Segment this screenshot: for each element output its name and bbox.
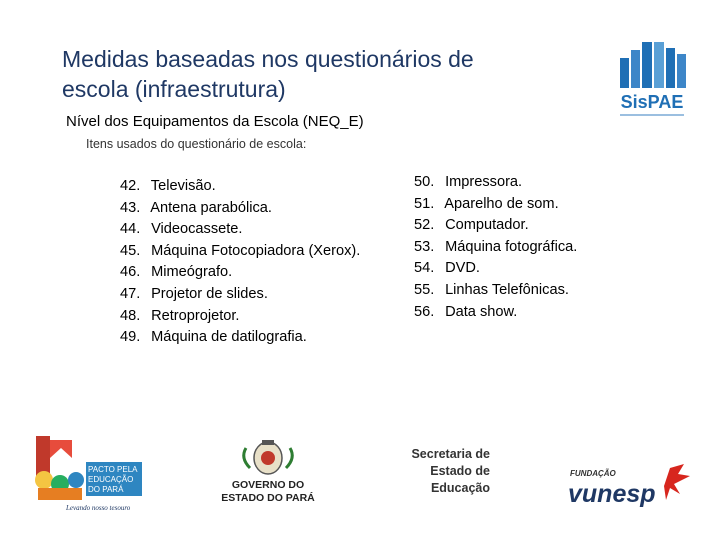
- seduc-line-2: Estado de: [430, 464, 490, 478]
- list-item: [120, 176, 360, 198]
- seduc-line-3: Educação: [430, 481, 490, 495]
- slide-title-line-2: escola (infraestrutura): [62, 76, 286, 102]
- slide-note: Itens usados do questionário de escola:: [86, 137, 307, 151]
- list-item: [120, 219, 360, 241]
- item-text: Antena parabólica.: [150, 199, 272, 216]
- list-item: [120, 306, 360, 328]
- item-text: Mimeógrafo.: [151, 264, 233, 281]
- vunesp-logo: [566, 460, 696, 510]
- item-number: 51.: [414, 195, 435, 212]
- item-text: Máquina de datilografia.: [151, 329, 307, 346]
- vunesp-wordmark: vunesp: [568, 480, 656, 508]
- pacto-line-2: EDUCAÇÃO: [88, 475, 134, 484]
- list-item: [120, 241, 360, 263]
- list-item: [414, 194, 577, 216]
- item-number: 54.: [414, 260, 435, 277]
- item-text: DVD.: [445, 260, 480, 277]
- slide-subtitle: Nível dos Equipamentos da Escola (NEQ_E): [66, 113, 364, 130]
- governo-line-2: ESTADO DO PARÁ: [221, 492, 315, 504]
- item-number: 47.: [120, 285, 141, 302]
- list-item: [120, 198, 360, 220]
- item-text: Televisão.: [150, 178, 216, 194]
- item-number: 48.: [120, 307, 141, 324]
- item-number: 55.: [414, 281, 435, 298]
- item-text: Máquina fotográfica.: [445, 238, 578, 255]
- seduc-logo: [392, 446, 490, 497]
- items-list-right: [414, 172, 577, 323]
- item-text: Videocassete.: [151, 221, 243, 238]
- item-number: 44.: [120, 221, 141, 238]
- item-number: 46.: [120, 264, 141, 281]
- list-item: [120, 284, 360, 306]
- items-list-left: [120, 176, 360, 349]
- item-text: Linhas Telefônicas.: [445, 281, 569, 298]
- sispae-wordmark: SisPAE: [620, 92, 684, 112]
- item-number: 56.: [414, 303, 435, 320]
- item-text: Projetor de slides.: [151, 285, 268, 302]
- list-item: [414, 302, 577, 324]
- slide-title: [62, 44, 582, 104]
- item-text: Data show.: [445, 303, 518, 320]
- item-number: 53.: [414, 238, 435, 255]
- item-number: 43.: [120, 199, 141, 216]
- pacto-line-3: DO PARÁ: [88, 485, 124, 494]
- item-number: 42.: [120, 178, 141, 194]
- list-item: [414, 258, 577, 280]
- pacto-tagline: Levando nosso tesouro: [66, 504, 131, 512]
- item-text: Impressora.: [445, 174, 523, 190]
- item-text: Aparelho de som.: [444, 195, 559, 212]
- vunesp-fundacao: FUNDAÇÃO: [570, 469, 616, 478]
- list-item: [414, 215, 577, 237]
- pacto-line-1: PACTO PELA: [88, 465, 138, 474]
- governo-line-1: GOVERNO DO: [231, 479, 305, 491]
- list-item: [120, 262, 360, 284]
- item-number: 50.: [414, 174, 435, 190]
- list-item: [414, 280, 577, 302]
- governo-para-logo: [210, 438, 326, 504]
- item-text: Computador.: [445, 217, 529, 234]
- item-text: Retroprojetor.: [151, 307, 240, 324]
- seduc-line-1: Secretaria de: [411, 447, 490, 461]
- item-number: 45.: [120, 242, 141, 259]
- item-number: 52.: [414, 217, 435, 234]
- item-number: 49.: [120, 329, 141, 346]
- list-item: [414, 237, 577, 259]
- list-item: [414, 172, 577, 194]
- pacto-educacao-logo: [30, 418, 150, 514]
- item-text: Máquina Fotocopiadora (Xerox).: [151, 242, 361, 259]
- slide-title-line-1: Medidas baseadas nos questionários de: [62, 46, 474, 72]
- list-item: [120, 327, 360, 349]
- sispae-logo: [612, 38, 692, 122]
- vunesp-bird-icon: [664, 464, 690, 500]
